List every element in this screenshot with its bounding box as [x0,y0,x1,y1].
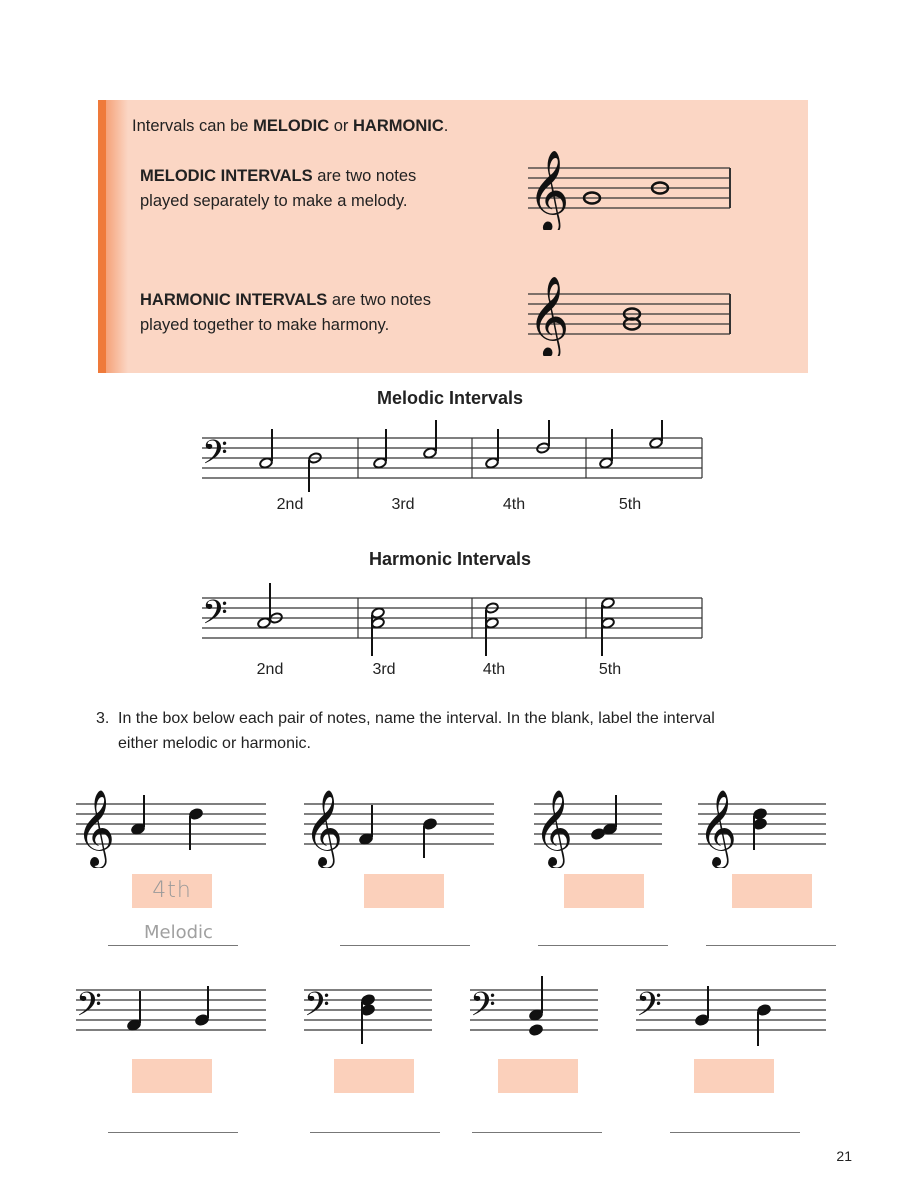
harmonic-label-3rd: 3rd [372,661,396,678]
harmonic-intervals-staff [198,580,708,660]
page-number: 21 [836,1148,852,1164]
answer-line-5[interactable] [108,1132,238,1133]
answer-line-1[interactable] [108,945,238,946]
answer-line-text: Melodic [144,922,213,943]
answer-box-6[interactable] [334,1059,414,1093]
harmonic-intervals-title: Harmonic Intervals [368,549,532,569]
answer-line-6[interactable] [310,1132,440,1133]
harmonic-line2: played together to make harmony. [140,316,390,334]
exercise-staff-4 [694,778,834,868]
instruction-line2: either melodic or harmonic. [118,735,311,752]
treble-clef-icon: 𝄞 [698,789,738,866]
harmonic-label-5th: 5th [598,661,622,678]
exercise-staff-7 [466,970,606,1050]
exercise-number: 3. [96,710,110,727]
exercise-staff-5 [72,970,272,1050]
answer-line-2[interactable] [340,945,470,946]
intro-or: or [329,117,354,135]
answer-line-4[interactable] [706,945,836,946]
answer-box-5[interactable] [132,1059,212,1093]
intro-harmonic: HARMONIC [353,117,444,135]
bass-clef-icon: 𝄢 [202,434,228,480]
exercise-staff-1 [72,778,272,868]
exercise-instructions [96,706,816,756]
bass-clef-icon: 𝄢 [202,594,228,640]
treble-clef-icon: 𝄞 [534,789,574,866]
treble-clef-icon: 𝄞 [528,275,570,356]
answer-box-2[interactable] [364,874,444,908]
harmonic-label-4th: 4th [482,661,506,678]
instruction-line1: In the box below each pair of notes, name the interval. In the blank, label the interval [118,710,715,727]
melodic-example-staff [520,140,735,230]
answer-box-8[interactable] [694,1059,774,1093]
intro-melodic: MELODIC [253,117,330,135]
treble-clef-icon: 𝄞 [304,789,344,866]
melodic-intervals-title: Melodic Intervals [376,388,524,408]
melodic-label-4th: 4th [502,496,526,513]
exercise-staff-8 [632,970,832,1050]
answer-line-7[interactable] [472,1132,602,1133]
melodic-definition [140,164,416,214]
harmonic-term: HARMONIC INTERVALS [140,291,328,309]
bass-clef-icon: 𝄢 [76,986,102,1032]
exercise-staff-2 [300,778,500,868]
melodic-intervals-staff [198,420,708,500]
harmonic-definition [140,288,431,338]
answer-line-3[interactable] [538,945,668,946]
answer-box-4[interactable] [732,874,812,908]
exercise-staff-3 [530,778,670,868]
melodic-rest: are two notes [312,167,417,185]
answer-box-7[interactable] [498,1059,578,1093]
harmonic-rest: are two notes [327,291,431,309]
intro-text: Intervals can be [132,117,254,135]
exercise-staff-6 [300,970,440,1050]
treble-clef-icon: 𝄞 [76,789,116,866]
melodic-label-5th: 5th [618,496,642,513]
answer-line-8[interactable] [670,1132,800,1133]
bass-clef-icon: 𝄢 [304,986,330,1032]
intro-period: . [443,117,449,135]
bass-clef-icon: 𝄢 [636,986,662,1032]
answer-box-1[interactable] [132,874,212,908]
melodic-label-3rd: 3rd [391,496,415,513]
treble-clef-icon: 𝄞 [528,149,570,230]
melodic-label-2nd: 2nd [276,496,304,513]
answer-box-3[interactable] [564,874,644,908]
melodic-line2: played separately to make a melody. [140,192,408,210]
harmonic-label-2nd: 2nd [256,661,284,678]
answer-text: 4th [152,878,192,903]
harmonic-example-staff [520,266,735,356]
bass-clef-icon: 𝄢 [470,986,496,1032]
intro-line [132,114,448,139]
melodic-term: MELODIC INTERVALS [140,167,313,185]
